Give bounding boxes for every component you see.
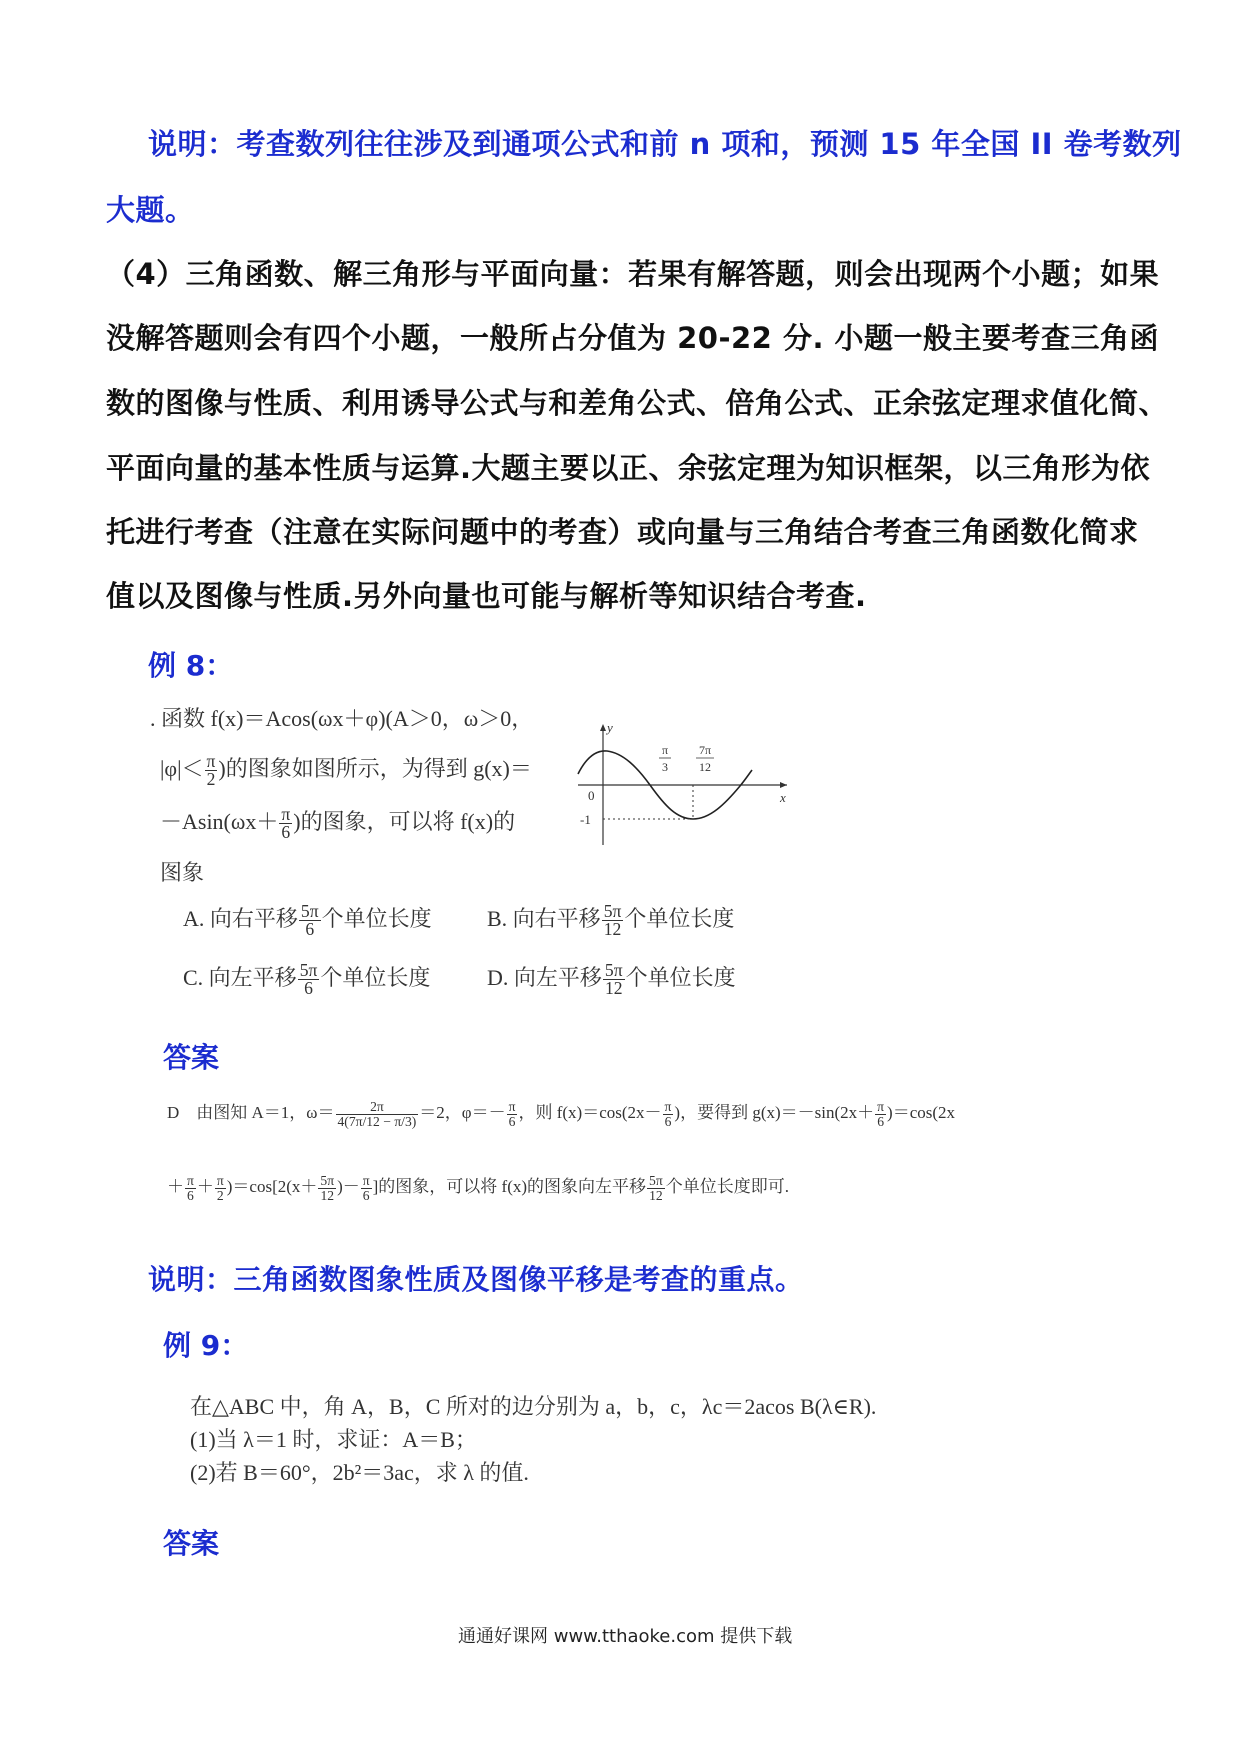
- origin-label: 0: [588, 788, 595, 803]
- x-axis-arrow: [780, 782, 787, 788]
- tick1-den: 3: [662, 760, 668, 774]
- section4-line-4: 平面向量的基本性质与运算.大题主要以正、余弦定理为知识框架，以三角形为依: [106, 451, 1151, 485]
- footer: 通通好课网 www.tthaoke.com 提供下载: [458, 1626, 793, 1647]
- option-b: B. 向右平移 $\frac{5\pi}{12}$ 个单位长度: [487, 900, 735, 940]
- example9-label: 例 9：: [163, 1329, 249, 1362]
- neg-one-label: -1: [580, 812, 591, 827]
- example8-question-line4: 图象: [160, 860, 205, 885]
- cosine-graph: [575, 720, 795, 850]
- tick2-num: 7π: [698, 743, 712, 757]
- x-label: x: [780, 790, 786, 805]
- section4-line-3: 数的图像与性质、利用诱导公式与和差角公式、倍角公式、正余弦定理求值化简、: [106, 386, 1169, 420]
- section4-line-1: （4）三角函数、解三角形与平面向量：若果有解答题，则会出现两个小题；如果: [106, 257, 1160, 291]
- example9-line3: (2)若 B＝60°，2b²＝3ac，求 λ 的值.: [190, 1460, 529, 1485]
- example8-solution-line1: D 由图知 A＝1，ω＝ $\frac{2\pi}{4(7\pi/12 - \pi/3)}$ ＝2，φ＝－ $\frac{\pi}{6}$ ，则 f(x)＝cos(2x－ $\frac{\pi}{6}$ )，要得到 g(x)＝－sin(2x＋ $\frac{\pi}{6}$ )＝cos(2x: [167, 1099, 956, 1129]
- example9-answer-label: 答案: [163, 1527, 220, 1560]
- example8-question-line2: |φ|＜ $\frac{\pi}{2}$ )的图象如图所示，为得到 g(x)＝: [160, 750, 532, 790]
- option-c: C. 向左平移 $\frac{5\pi}{6}$ 个单位长度: [183, 959, 431, 999]
- example9-line1: 在△ABC 中，角 A，B，C 所对的边分别为 a，b，c，λc＝2acos B(λ∈R).: [190, 1394, 877, 1419]
- example8-question-line1: . 函数 f(x)＝Acos(ωx＋φ)(A＞0，ω＞0，: [150, 706, 534, 731]
- note1-line1: 说明：考查数列往往涉及到通项公式和前 n 项和，预测 15 年全国 II 卷考数列: [148, 127, 1182, 161]
- example8-label: 例 8：: [148, 649, 234, 682]
- y-axis-arrow: [600, 724, 606, 731]
- example8-question-line3: －Asin(ωx＋ $\frac{\pi}{6}$ )的图象，可以将 f(x)的: [160, 803, 516, 843]
- section4-line-5: 托进行考查（注意在实际问题中的考查）或向量与三角结合考查三角函数化简求: [106, 515, 1139, 549]
- y-label: y: [607, 720, 613, 735]
- note1-line2: 大题。: [106, 193, 195, 227]
- section4-line-6: 值以及图像与性质.另外向量也可能与解析等知识结合考查.: [106, 579, 867, 613]
- option-d: D. 向左平移 $\frac{5\pi}{12}$ 个单位长度: [487, 959, 736, 999]
- example8-solution-line2: ＋ $\frac{\pi}{6}$ ＋ $\frac{\pi}{2}$ )＝cos[2(x＋ $\frac{5\pi}{12}$ )－ $\frac{\pi}{6}$ ]的图象，可以将 f(x)的图象向左平移 $\frac{5\pi}{12}$ 个单位长度即可.: [167, 1173, 789, 1203]
- tick1-num: π: [661, 743, 669, 757]
- section4-line-2: 没解答题则会有四个小题，一般所占分值为 20-22 分. 小题一般主要考查三角函: [106, 321, 1160, 355]
- option-a: A. 向右平移 $\frac{5\pi}{6}$ 个单位长度: [183, 900, 432, 940]
- example8-answer-label: 答案: [163, 1041, 220, 1074]
- example9-line2: (1)当 λ＝1 时，求证：A＝B；: [190, 1427, 477, 1452]
- tick2-den: 12: [699, 760, 711, 774]
- note2: 说明：三角函数图象性质及图像平移是考查的重点。: [148, 1263, 804, 1296]
